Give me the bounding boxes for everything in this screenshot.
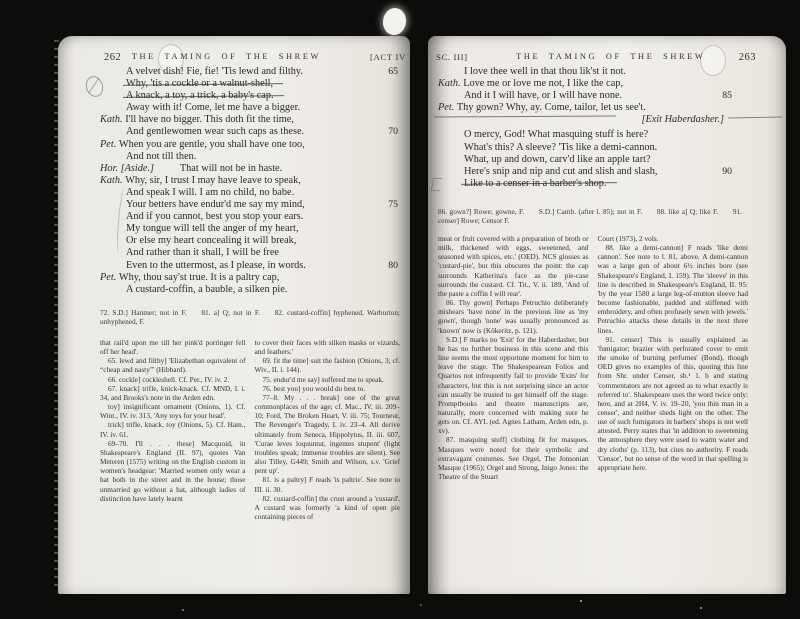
verse-line: I love thee well in that thou lik'st it not. — [464, 66, 627, 77]
footnote: 81. is a paltry] F reads 'is paltrie'. See note to III. ii. 30. — [254, 475, 400, 494]
footnotes — [100, 338, 400, 521]
footnote: 65. lewd and filthy] 'Elizabethan equivalent of “cheap and nasty”' (Hibbard). — [100, 356, 246, 375]
collation-note: 72. S.D.] Hanmer; not in F. 81. a] Q; not in F. 82. custard-coffin] hyphened, Warburton; unhyphened, F. — [100, 308, 402, 327]
footnote-column-1 — [100, 338, 246, 521]
page-number: 262 — [104, 52, 122, 63]
verse-line: Your betters have endur'd me say my mind, 75 — [126, 199, 398, 211]
running-title: THE TAMING OF THE SHREW — [516, 52, 706, 61]
verse-line-struck: A knack, a toy, a trick, a baby's cap. — [126, 90, 274, 102]
line-number: 65 — [388, 66, 398, 77]
verse-line: And gentlewomen wear such caps as these. 70 — [126, 126, 398, 138]
verse-line: Or else my heart concealing it will break, — [126, 235, 297, 247]
footnote: 67. knack] trifle, knick-knack. Cf. MND, I. i. 34, and Brooks's note in the Arden edn. — [100, 383, 246, 402]
footnote: toy] insignificant ornament (Onions, 1). Cf. Wint., IV. iv. 313, 'Any toys for your head'. — [100, 402, 246, 421]
footnote-column-1 — [438, 234, 589, 481]
act-marker: [ACT IV — [369, 52, 406, 62]
page-number: 263 — [738, 52, 756, 63]
running-title: THE TAMING OF THE SHREW — [131, 52, 322, 61]
footnote: 88. like a demi-cannon] F reads 'like demi cannon'. See note to l. 81, above. A demi-cannon was a large gun of about 6½ inches bore (see Shakespeare's England, I. 159). The 'sleeve' in this line is described in Shakespeare's England, II. 95: 'by the year 1580 a large leg-of-mutton sleeve had become fashionable, padded and stiffened with embroidery, and often profusely sewn with jewels.' Petruchio attacks these details in the next three lines. — [597, 243, 748, 335]
verse-line: What's this? A sleeve? 'Tis like a demi-cannon. — [464, 141, 658, 153]
footnote: 87. masquing stuff] clothing fit for masques. Masques were noted for their symbolic and extravagant costumes. See Orgel, The Jonsonian Masque (1965); Orgel and Strong, Inigo Jones: the Theatre of the Stuart — [438, 435, 589, 482]
gutter-highlight-blob — [381, 7, 408, 37]
verse-line: Pet. When you are gentle, you shall have one too, — [100, 138, 305, 150]
verse-line: Away with it! Come, let me have a bigger. — [126, 102, 301, 114]
verse-line-struck: Like to a censer in a barber's shop. — [464, 177, 607, 189]
footnote-column-2 — [598, 234, 749, 481]
line-number: 85 — [722, 90, 732, 102]
left-page-header — [58, 52, 410, 66]
footnote: that rail'd upon me till her pink'd porringer fell off her head'. — [100, 338, 246, 357]
verse-line: And not till then. — [126, 150, 197, 162]
dust-specks — [580, 600, 582, 602]
verse-line: What, up and down, carv'd like an apple tart? — [464, 153, 651, 165]
footnotes — [438, 234, 748, 481]
footnote: 76. best you] you would do best to. — [262, 383, 366, 393]
right-page — [428, 36, 786, 594]
verse-block — [438, 66, 738, 190]
footnote: S.D.] F marks no 'Exit' for the Haberdasher, but he has no further business in this scene and this line seems the most opportune moment for him to leave the stage. The Shakespearean Folios and Quartos not infrequently fail to provide 'Exits' for characters, but this is not surprising since an actor can usually be trusted to get himself off the stage. Promptbooks and theatre manuscripts are, naturally, more concerned with making sure he gets on. Cf. AYL (ed. Agnes Latham, Arden edn, p. xv). — [438, 334, 589, 436]
verse-line: And speak I will. I am no child, no babe. — [126, 186, 295, 198]
verse-line: Hor. [Aside.] That will not be in haste. — [100, 162, 283, 174]
footnote: 69. fit the time] suit the fashion (Onions, 3; cf. Wiv., II. i. 144). — [254, 356, 400, 375]
footnote: 91. censer] This is usually explained as 'fumigator; brazier with perforated cover to emit the smoke of burning perfumes' (Bond), though OED gives no examples of this, quoting this line from Shr. under Censer, sb.¹ 1. b and stating 'commentators are not agreed as to what exactly is referred to'. Shakespeare uses the word twice only: here, and at 2H4, V. iv. 19–20, 'you thin man in a censer', and neither sheds light on the other. The use of such fumigators in barbers' shops is not well attested. Perry states that 'in addition to sweetening the atmosphere they were used to warm water and dry cloths' (p. 113), but cites no authority. F reads 'Censor', but no sense of the word in that spelling is appropriate here. — [597, 334, 748, 472]
verse-line: A custard-coffin, a bauble, a silken pie. — [126, 283, 288, 295]
verse-line: Kath. Why, sir, I trust I may have leave to speak, — [100, 174, 301, 186]
line-number: 75 — [388, 199, 398, 211]
scene-marker: SC. III] — [436, 52, 468, 62]
verse-line: My tongue will tell the anger of my heart, — [126, 223, 299, 235]
verse-line: Kath. I'll have no bigger. This doth fit the time, — [100, 114, 294, 126]
verse-block — [100, 66, 398, 296]
footnote: 86. Thy gown] Perhaps Petruchio deliberately mishears 'have none' in the previous line as 'my gown', though 'none' was usually pronounced as 'known' now is (Kökeritz, p. 121). — [438, 298, 589, 335]
line-number: 80 — [388, 259, 398, 271]
verse-line: And rather than it shall, I will be free — [126, 247, 279, 259]
footnote: trick] trifle, knack, toy (Onions, 5). Cf. Ham., IV. iv. 61. — [100, 420, 246, 439]
footnote: to cover their faces with silken masks or vizards, and feathers.' — [254, 338, 400, 357]
line-number: 70 — [388, 126, 398, 138]
verse-line: A velvet dish! Fie, fie! 'Tis lewd and filthy. 65 — [126, 66, 398, 77]
footnote: 66. cockle] cockleshell. Cf. Per., IV. iv. 2. — [108, 374, 230, 384]
line-number: 90 — [722, 165, 732, 177]
stage-direction-exit: [Exit Haberdasher.] — [641, 114, 724, 126]
verse-line: O mercy, God! What masquing stuff is here? — [464, 129, 649, 141]
verse-line: And it I will have, or I will have none. 85 — [464, 90, 732, 102]
verse-line-underlined: Pet. Thy gown? Why, ay. Come, tailor, let us see't. — [438, 102, 646, 114]
left-page — [58, 36, 410, 594]
verse-line: And if you cannot, best you stop your ears. — [126, 211, 304, 223]
footnote: 82. custard-coffin] the crust around a 'custard'. A custard was formerly 'a kind of open pie containing pieces of — [254, 493, 400, 521]
verse-line: Kath. Love me or love me not, I like the cap, — [438, 78, 624, 90]
footnote: 75. endur'd me say] suffered me to speak. — [262, 374, 384, 384]
footnote: 69–70. I'll . . . these] Macquoid, in Shakespeare's England (II. 97), quotes Van Meteren (1575) writing on the English custom in women's headgear: 'Married women only wear a hat both in the street and in the house; those unmarried go without a hat, although ladies of distinction have lately learnt — [100, 438, 246, 503]
footnote: meat or fruit covered with a preparation of broth or milk, thickened with eggs, sweetened, and seasoned with spices, etc.' (OED). NCS glosses as 'custard-pie', but this obscures the point: the cap surrounds Katherina's face as the pie-case surrounds the custard. Cf. Tit., V. ii. 189, 'And of the paste a coffin I will rear'. — [438, 234, 589, 298]
footnote: Court (1973), 2 vols. — [597, 234, 659, 243]
footnote-column-2 — [255, 338, 401, 521]
verse-line-struck: Why, 'tis a cockle or a walnut-shell, — [126, 78, 274, 90]
collation-note: 86. gown?] Rowe; gowne, F. S.D.] Camb. (after l. 85); not in F. 88. like a] Q; like F. 91. censer] Rowe; Censor F. — [438, 207, 744, 226]
right-page-header — [428, 52, 786, 66]
verse-line: Here's snip and nip and cut and slish and slash, 90 — [464, 165, 732, 177]
verse-line: Even to the uttermost, as I please, in words. 80 — [126, 259, 398, 271]
verse-line: Pet. Why, thou say'st true. It is a paltry cap, — [100, 271, 280, 283]
footnote: 77–8. My . . . break] one of the great commonplaces of the age; cf. Mac., IV. iii. 209–10; Ford, The Broken Heart, V. iii. 75; Tourneur, The Revenger's Tragedy, I. iv. 23–4. All derive ultimately from Seneca, Hippolytus, II. iii. 607, 'Curae leves loquuntur, ingentes stupent' (light troubles speak; immense troubles are silent). See also Tilley, G449; Smith and Wilson, s.v. 'Grief pent up'. — [254, 392, 400, 476]
